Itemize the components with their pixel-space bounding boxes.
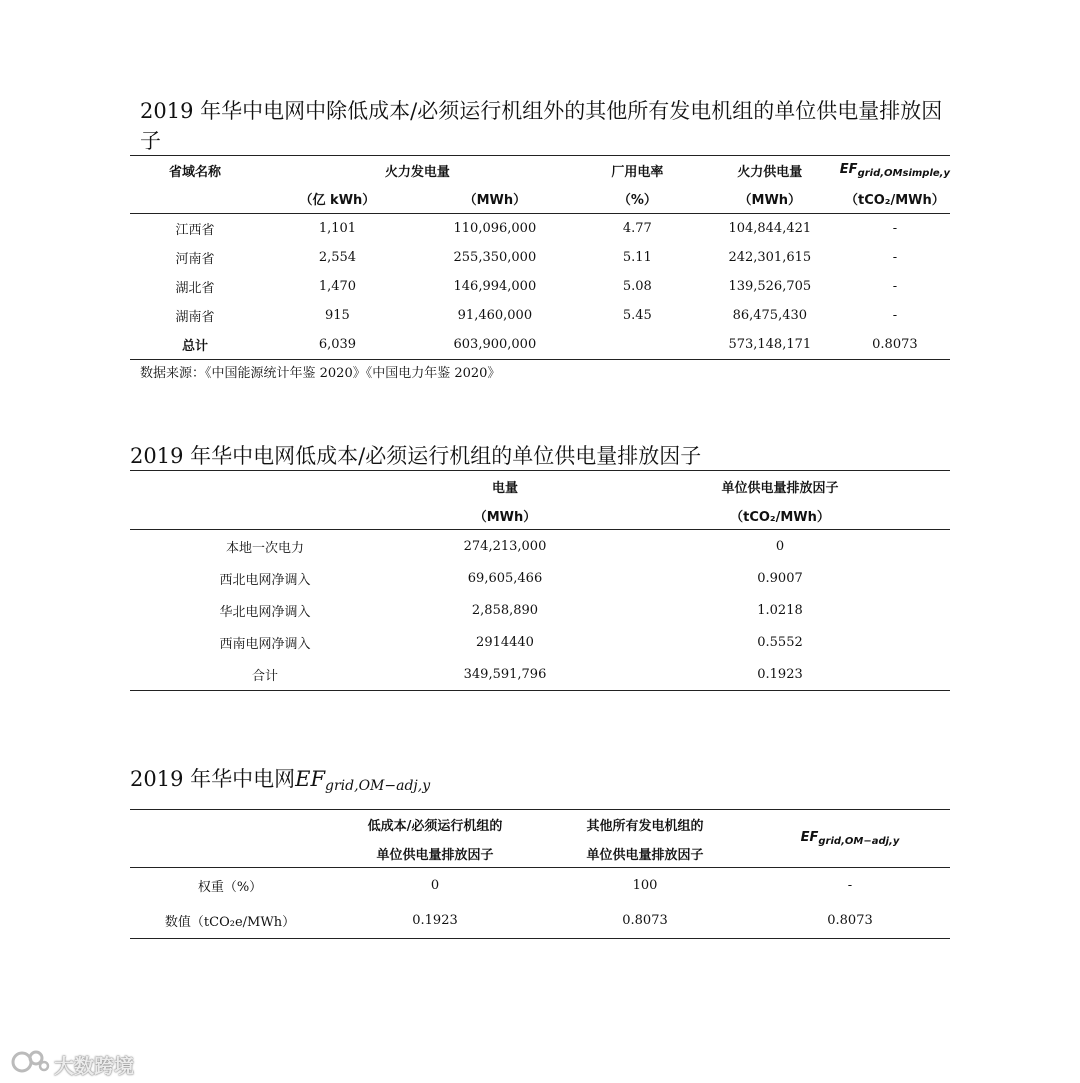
table-row xyxy=(130,530,950,563)
table3 xyxy=(130,809,950,939)
cell-supply: 242,301,615 xyxy=(728,250,812,265)
table-row xyxy=(130,903,950,939)
table3-title-prefix: 2019 年华中电网 xyxy=(130,767,296,791)
cell-other: 0.8073 xyxy=(622,913,668,928)
table-row xyxy=(130,562,950,594)
cell-province: 江西省 xyxy=(175,223,215,238)
header-aux-rate: 厂用电率 xyxy=(611,164,664,180)
cell-rate: 4.77 xyxy=(622,221,652,236)
cell-province: 河南省 xyxy=(175,252,215,267)
cell-gen-kwh: 915 xyxy=(325,308,350,323)
header-unit-percent: （%） xyxy=(617,193,657,208)
watermark xyxy=(8,1046,148,1076)
header-energy: 电量 xyxy=(491,480,518,496)
table3-title-subscript: grid,OM−adj,y xyxy=(325,778,431,794)
header-unit-mwh: （MWh） xyxy=(463,193,527,208)
cell-total-gen-kwh: 6,039 xyxy=(318,337,357,352)
cell-supply: 139,526,705 xyxy=(728,279,812,294)
header-other-line2: 单位供电量排放因子 xyxy=(586,847,704,863)
cell-total-ef: 0.8073 xyxy=(872,337,918,352)
cell-other: 100 xyxy=(632,878,658,893)
cell-ef: - xyxy=(892,279,898,294)
cell-province: 湖北省 xyxy=(175,281,215,296)
table1-title: 2019 年华中电网中除低成本/必须运行机组外的其他所有发电机组的单位供电量排放因子 xyxy=(140,99,943,153)
table2 xyxy=(130,470,950,691)
watermark-logo-icon xyxy=(8,1046,52,1076)
cell-total-gen-mwh: 603,900,000 xyxy=(453,337,537,352)
header-ef: 单位供电量排放因子 xyxy=(721,480,839,496)
cell-gen-mwh: 255,350,000 xyxy=(453,250,537,265)
cell-ef: 0.1923 xyxy=(757,666,803,682)
cell-ef: 0.8073 xyxy=(827,913,873,928)
cell-rate: 5.11 xyxy=(622,250,652,265)
table-row xyxy=(130,214,950,244)
ef-symbol: EF xyxy=(839,161,858,177)
table-row xyxy=(130,594,950,626)
cell-label: 权重（%） xyxy=(197,880,263,895)
header-unit-kwh: （亿 kWh） xyxy=(299,193,376,208)
cell-ef: - xyxy=(847,878,853,893)
cell-energy: 274,213,000 xyxy=(463,538,547,554)
table3-title-ef: EF xyxy=(295,767,326,791)
cell-ef: 0.5552 xyxy=(757,634,803,650)
table-row xyxy=(130,272,950,301)
header-low-cost-line2: 单位供电量排放因子 xyxy=(376,847,494,863)
table1 xyxy=(130,155,950,360)
cell-source: 合计 xyxy=(251,668,278,684)
cell-gen-mwh: 110,096,000 xyxy=(453,221,537,236)
ef-subscript: grid,OMsimple,y xyxy=(857,167,950,179)
table2-title: 2019 年华中电网低成本/必须运行机组的单位供电量排放因子 xyxy=(130,444,702,468)
cell-energy: 69,605,466 xyxy=(467,570,543,586)
watermark-text: 大数跨境 xyxy=(54,1054,134,1078)
table-total-row xyxy=(130,658,950,691)
cell-ef: - xyxy=(892,221,898,236)
cell-gen-mwh: 91,460,000 xyxy=(457,308,533,323)
table-total-row xyxy=(130,330,950,360)
cell-total-rate xyxy=(575,330,700,360)
cell-total-label: 总计 xyxy=(181,339,208,354)
ef-symbol: EF xyxy=(800,830,819,845)
cell-gen-mwh: 146,994,000 xyxy=(453,279,537,294)
cell-ef: 1.0218 xyxy=(757,602,803,618)
header-ef-unit: （tCO₂/MWh） xyxy=(730,509,830,525)
data-source-note: 数据来源：《中国能源统计年鉴 2020》《中国电力年鉴 2020》 xyxy=(140,366,501,381)
cell-supply: 86,475,430 xyxy=(732,308,808,323)
table-row xyxy=(130,626,950,658)
header-energy-unit: （MWh） xyxy=(473,509,537,525)
cell-source: 西南电网净调入 xyxy=(219,636,311,652)
cell-province: 湖南省 xyxy=(175,310,215,325)
ef-subscript: grid,OM−adj,y xyxy=(818,836,900,847)
cell-energy: 2914440 xyxy=(476,634,534,650)
cell-rate: 5.08 xyxy=(622,279,652,294)
cell-low-cost: 0.1923 xyxy=(412,913,458,928)
header-province: 省域名称 xyxy=(168,164,221,180)
cell-gen-kwh: 2,554 xyxy=(318,250,357,265)
cell-low-cost: 0 xyxy=(430,878,440,893)
cell-ef: - xyxy=(892,250,898,265)
table-row xyxy=(130,301,950,330)
header-thermal-supply: 火力供电量 xyxy=(737,164,803,180)
cell-energy: 2,858,890 xyxy=(471,602,539,618)
cell-ef: 0 xyxy=(775,538,785,554)
cell-total-supply: 573,148,171 xyxy=(728,337,812,352)
table-row xyxy=(130,868,950,904)
cell-rate: 5.45 xyxy=(622,308,652,323)
cell-source: 华北电网净调入 xyxy=(219,604,311,620)
cell-supply: 104,844,421 xyxy=(728,221,812,236)
cell-gen-kwh: 1,101 xyxy=(318,221,357,236)
cell-energy: 349,591,796 xyxy=(463,666,547,682)
table-row xyxy=(130,243,950,272)
header-ef xyxy=(750,810,950,868)
cell-ef: 0.9007 xyxy=(757,570,803,586)
cell-source: 西北电网净调入 xyxy=(219,572,311,588)
header-ef xyxy=(840,156,950,185)
header-thermal-gen: 火力发电量 xyxy=(384,164,450,180)
cell-source: 本地一次电力 xyxy=(225,540,304,556)
header-other-line1: 其他所有发电机组的 xyxy=(586,819,704,834)
header-low-cost-line1: 低成本/必须运行机组的 xyxy=(367,819,503,834)
table3-title xyxy=(130,764,950,801)
header-unit-ef: （tCO₂/MWh） xyxy=(845,193,945,208)
cell-ef: - xyxy=(892,308,898,323)
header-unit-supply: （MWh） xyxy=(738,193,802,208)
cell-gen-kwh: 1,470 xyxy=(318,279,357,294)
cell-label: 数值（tCO₂e/MWh） xyxy=(164,915,296,930)
